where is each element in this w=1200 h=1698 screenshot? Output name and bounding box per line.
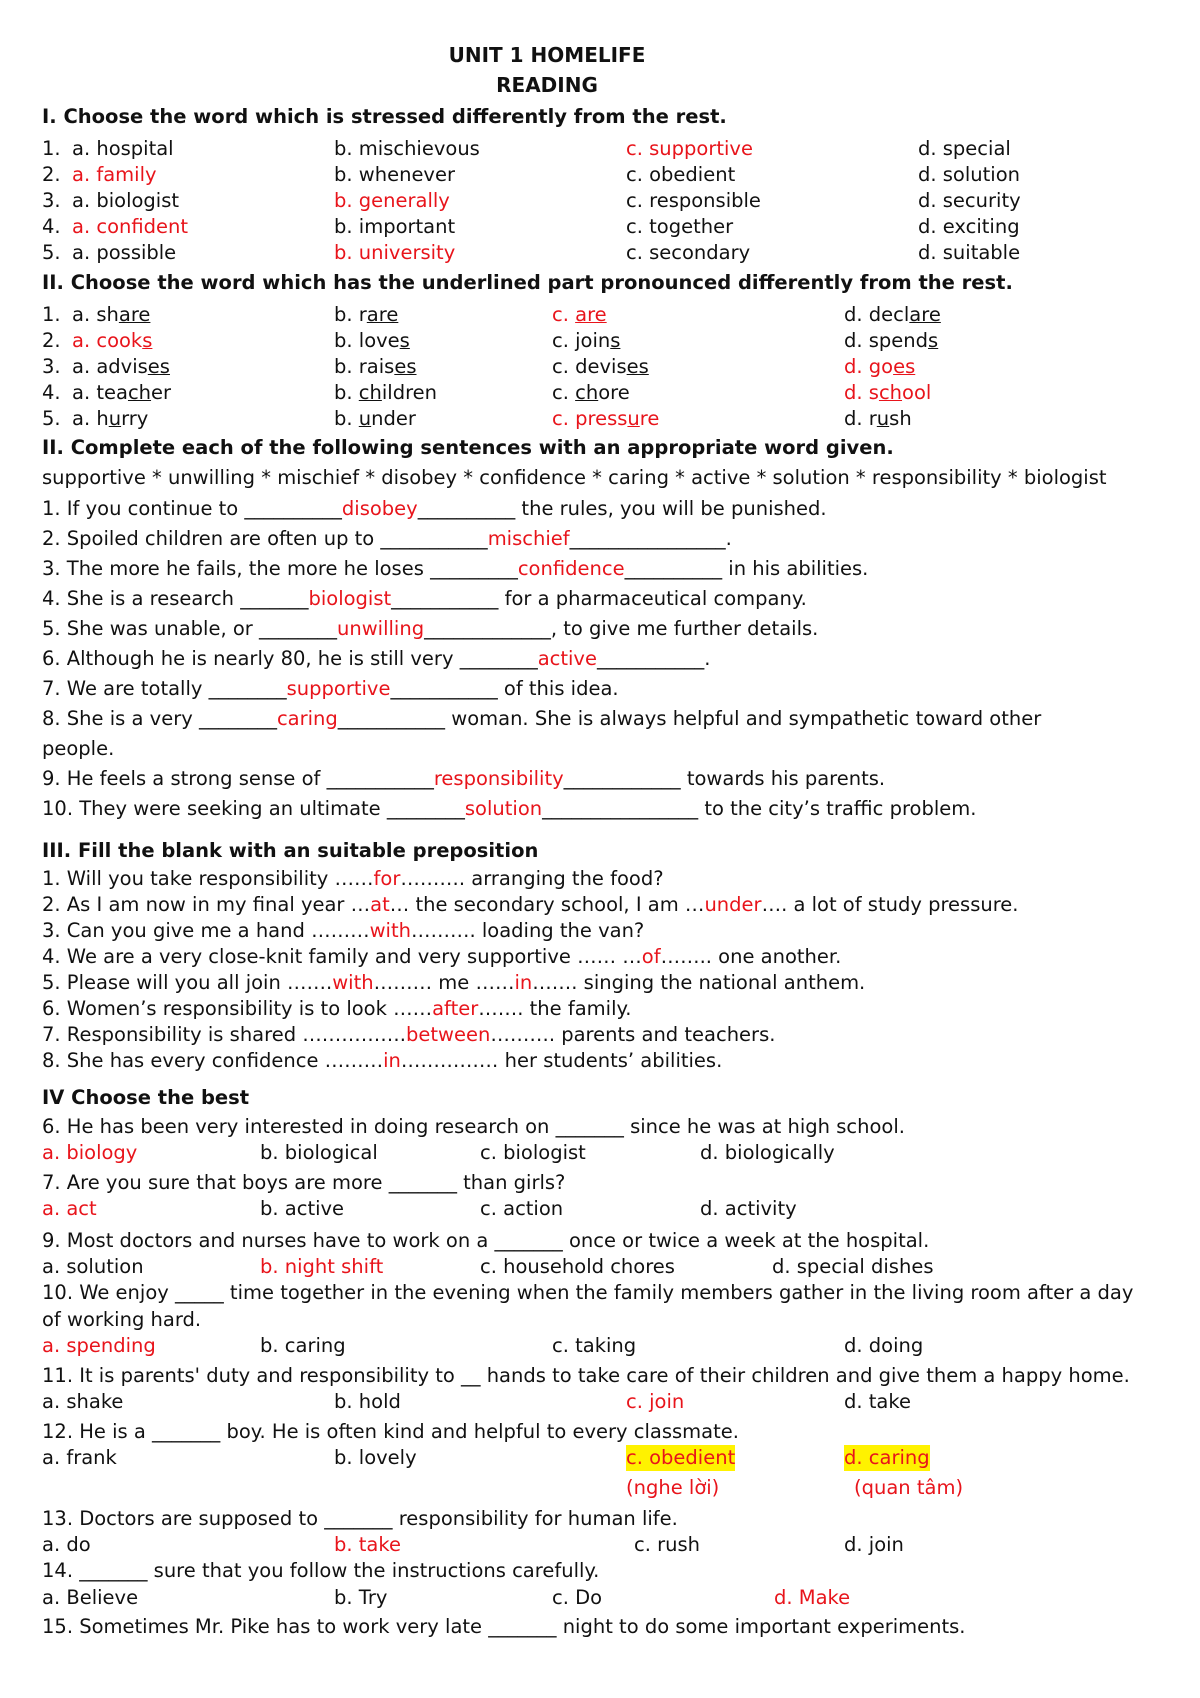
- word-start: b. love: [334, 329, 400, 352]
- answer: with: [369, 919, 411, 942]
- sentence: [42, 796, 976, 822]
- option-a[interactable]: a. family: [72, 163, 157, 186]
- sentence-text: 7. Responsibility is shared …………….: [42, 1023, 406, 1046]
- sentence-text: ……… me ……: [373, 971, 515, 994]
- option-b[interactable]: [334, 328, 410, 354]
- option-c[interactable]: c. action: [480, 1197, 564, 1220]
- underlined-part: s: [142, 329, 153, 352]
- option-a[interactable]: a. Believe: [42, 1586, 139, 1609]
- option-b[interactable]: b. important: [334, 215, 456, 238]
- option-d[interactable]: d. join: [844, 1533, 904, 1556]
- option-a[interactable]: [72, 354, 170, 380]
- option-a[interactable]: a. frank: [42, 1446, 117, 1469]
- sentence-text: …. a lot of study pressure.: [761, 893, 1019, 916]
- sentence-text: ……. the family.: [478, 997, 632, 1020]
- option-a[interactable]: a. hospital: [72, 137, 174, 160]
- option-d[interactable]: d. security: [918, 189, 1021, 212]
- option-c[interactable]: c. household chores: [480, 1255, 675, 1278]
- word-end: sh: [889, 407, 912, 430]
- answer: after: [432, 997, 479, 1020]
- underlined-part: es: [147, 355, 170, 378]
- sentence-text: ………. parents and teachers.: [490, 1023, 776, 1046]
- question-13: 13. Doctors are supposed to _______ responsibility for human life.: [42, 1507, 678, 1530]
- option-d[interactable]: d. doing: [844, 1334, 924, 1357]
- option-a[interactable]: [72, 380, 171, 406]
- item-number: 3.: [42, 355, 61, 378]
- sentence: [42, 646, 710, 672]
- word-start: b.: [334, 381, 359, 404]
- section-title: READING: [496, 73, 598, 97]
- option-a[interactable]: a. shake: [42, 1390, 124, 1413]
- sentence-text: … the secondary school, I am …: [389, 893, 705, 916]
- option-b[interactable]: [334, 354, 417, 380]
- option-c[interactable]: c. supportive: [626, 137, 753, 160]
- option-b[interactable]: [334, 380, 437, 406]
- option-b[interactable]: b. biological: [260, 1141, 378, 1164]
- option-a[interactable]: [72, 406, 148, 432]
- preposition-item: [42, 1022, 775, 1048]
- sentence-text: 6. Although he is nearly 80, he is still very ________: [42, 647, 538, 670]
- question-6: 6. He has been very interested in doing research on _______ since he was at high school.: [42, 1115, 905, 1138]
- sentence-text: 9. He feels a strong sense of ___________: [42, 767, 434, 790]
- option-d[interactable]: [844, 406, 912, 432]
- word-end: er: [151, 381, 172, 404]
- sentence: [42, 766, 885, 792]
- answer: mischief: [487, 527, 570, 550]
- underlined-part: s: [399, 329, 410, 352]
- underlined-part: are: [366, 303, 399, 326]
- preposition-item: [42, 866, 664, 892]
- underlined-part: are: [575, 303, 607, 326]
- option-d[interactable]: d. exciting: [918, 215, 1020, 238]
- sentence-text: …………… her students’ abilities.: [400, 1049, 723, 1072]
- underlined-part: u: [358, 407, 372, 430]
- option-d[interactable]: d. solution: [918, 163, 1020, 186]
- word-start: d. r: [844, 407, 877, 430]
- section-4-heading: III. Fill the blank with an suitable preposition: [42, 839, 539, 862]
- item-number: 4.: [42, 215, 61, 238]
- option-c[interactable]: c. together: [626, 215, 734, 238]
- word-end: ool: [902, 381, 932, 404]
- option-d[interactable]: d. activity: [700, 1197, 797, 1220]
- word-start: d. s: [844, 381, 879, 404]
- answer: with: [332, 971, 374, 994]
- sentence-text: _____________, to give me further details.: [424, 617, 819, 640]
- sentence-text: ……. singing the national anthem.: [532, 971, 866, 994]
- word-start: a. h: [72, 407, 109, 430]
- word-start: d. spend: [844, 329, 929, 352]
- sentence-text: 1. If you continue to __________: [42, 497, 342, 520]
- sentence: [42, 676, 619, 702]
- underlined-part: ch: [878, 381, 903, 404]
- sentence-text: ________________ to the city’s traffic problem.: [542, 797, 977, 820]
- answer: disobey: [341, 497, 418, 520]
- option-b[interactable]: [334, 406, 416, 432]
- underlined-part: ch: [358, 381, 382, 404]
- option-d[interactable]: d. caring: [844, 1446, 930, 1469]
- option-b[interactable]: b. university: [334, 241, 456, 264]
- word-start: d. decl: [844, 303, 910, 326]
- option-d[interactable]: [844, 354, 915, 380]
- option-d[interactable]: d. take: [844, 1390, 911, 1413]
- sentence-text: 4. She is a research _______: [42, 587, 309, 610]
- word-start: a. tea: [72, 381, 128, 404]
- word-end: rry: [121, 407, 149, 430]
- option-b[interactable]: b. active: [260, 1197, 345, 1220]
- item-number: 1.: [42, 137, 61, 160]
- word-start: a. advis: [72, 355, 148, 378]
- question-14: 14. _______ sure that you follow the instructions carefully.: [42, 1559, 600, 1582]
- sentence-text: ____________ towards his parents.: [563, 767, 886, 790]
- sentence: [42, 556, 868, 582]
- answer: caring: [276, 707, 338, 730]
- word-box: supportive * unwilling * mischief * disobey * confidence * caring * active * solution * responsibility * biologist: [42, 466, 1107, 489]
- underlined-part: are: [909, 303, 941, 326]
- sentence: [42, 496, 827, 522]
- option-b[interactable]: b. mischievous: [334, 137, 480, 160]
- question-11: 11. It is parents' duty and responsibility to __ hands to take care of their children and give them a happy home.: [42, 1364, 1130, 1387]
- word-start: c.: [552, 381, 576, 404]
- preposition-item: [42, 970, 865, 996]
- section-3-heading: II. Complete each of the following sentences with an appropriate word given.: [42, 436, 894, 459]
- question-15: 15. Sometimes Mr. Pike has to work very late _______ night to do some important experiments.: [42, 1615, 966, 1638]
- section-1-heading: I. Choose the word which is stressed differently from the rest.: [42, 105, 727, 128]
- word-start: b.: [334, 407, 359, 430]
- option-a[interactable]: a. act: [42, 1197, 97, 1220]
- answer: active: [537, 647, 597, 670]
- sentence-text: 4. We are a very close-knit family and very supportive …… …: [42, 945, 642, 968]
- option-d[interactable]: d. suitable: [918, 241, 1021, 264]
- option-b[interactable]: [334, 302, 398, 328]
- option-c[interactable]: [552, 328, 620, 354]
- preposition-item: [42, 892, 1019, 918]
- sentence-text: 2. As I am now in my final year …: [42, 893, 371, 916]
- option-a[interactable]: [72, 302, 150, 328]
- underlined-part: u: [876, 407, 890, 430]
- sentence-text: 7. We are totally ________: [42, 677, 287, 700]
- option-c[interactable]: [552, 380, 630, 406]
- option-d[interactable]: d. Make: [774, 1586, 851, 1609]
- item-number: 5.: [42, 407, 61, 430]
- sentence-text: 3. The more he fails, the more he loses _________: [42, 557, 518, 580]
- sentence-text: ___________ for a pharmaceutical company.: [391, 587, 807, 610]
- answer: of: [641, 945, 661, 968]
- item-number: 4.: [42, 381, 61, 404]
- sentence-text: ___________ of this idea.: [390, 677, 619, 700]
- option-c[interactable]: [552, 302, 607, 328]
- sentence-text: __________ in his abilities.: [624, 557, 869, 580]
- sentence-text: 6. Women’s responsibility is to look ……: [42, 997, 433, 1020]
- underlined-part: ch: [575, 381, 599, 404]
- sentence-text: 8. She is a very ________: [42, 707, 277, 730]
- answer: between: [406, 1023, 491, 1046]
- item-number: 2.: [42, 163, 61, 186]
- word-start: c. join: [552, 329, 611, 352]
- option-a[interactable]: a. spending: [42, 1334, 156, 1357]
- sentence-text: …….. one another.: [660, 945, 842, 968]
- question-9: 9. Most doctors and nurses have to work on a _______ once or twice a week at the hospital.: [42, 1229, 930, 1252]
- word-end: nder: [371, 407, 416, 430]
- answer: in: [514, 971, 533, 994]
- answer: confidence: [517, 557, 625, 580]
- sentence-text: ………. loading the van?: [410, 919, 645, 942]
- sentence: [42, 616, 818, 642]
- word-start: c. devis: [552, 355, 627, 378]
- word-start: c.: [552, 303, 576, 326]
- option-c[interactable]: c. rush: [634, 1533, 701, 1556]
- answer: unwilling: [337, 617, 425, 640]
- option-b[interactable]: b. lovely: [334, 1446, 417, 1469]
- note-obedient: (nghe lời): [626, 1476, 720, 1499]
- option-a[interactable]: a. biology: [42, 1141, 138, 1164]
- sentence-text: 8. She has every confidence ………: [42, 1049, 384, 1072]
- item-number: 3.: [42, 189, 61, 212]
- option-c[interactable]: [552, 406, 659, 432]
- sentence-text: 2. Spoiled children are often up to ___________: [42, 527, 488, 550]
- section-2-heading: II. Choose the word which has the underlined part pronounced differently from the rest.: [42, 271, 1013, 294]
- word-start: d. go: [844, 355, 894, 378]
- option-d[interactable]: [844, 380, 931, 406]
- underlined-part: es: [626, 355, 649, 378]
- preposition-item: [42, 996, 631, 1022]
- preposition-item: [42, 1048, 722, 1074]
- underlined-part: u: [108, 407, 122, 430]
- option-a[interactable]: [72, 328, 152, 354]
- option-d[interactable]: [844, 302, 941, 328]
- option-b[interactable]: b. generally: [334, 189, 450, 212]
- underlined-part: are: [118, 303, 151, 326]
- underlined-part: s: [928, 329, 939, 352]
- preposition-item: [42, 918, 644, 944]
- option-a[interactable]: a. possible: [72, 241, 177, 264]
- sentence-text: 3. Can you give me a hand ………: [42, 919, 370, 942]
- sentence-text: ___________ woman. She is always helpful and sympathetic toward other: [337, 707, 1042, 730]
- sentence: [42, 586, 807, 612]
- question-10-line-1: 10. We enjoy _____ time together in the evening when the family members gather in the living room after a day: [42, 1281, 1134, 1304]
- item-number: 1.: [42, 303, 61, 326]
- note-caring: (quan tâm): [854, 1476, 964, 1499]
- option-c[interactable]: c. responsible: [626, 189, 761, 212]
- answer: supportive: [286, 677, 391, 700]
- unit-title: UNIT 1 HOMELIFE: [448, 43, 646, 67]
- sentence: [42, 736, 114, 762]
- word-start: b. rais: [334, 355, 395, 378]
- preposition-item: [42, 944, 841, 970]
- option-c[interactable]: c. biologist: [480, 1141, 586, 1164]
- option-d[interactable]: [844, 328, 938, 354]
- word-start: a. sh: [72, 303, 119, 326]
- option-b[interactable]: b. take: [334, 1533, 401, 1556]
- answer: biologist: [308, 587, 392, 610]
- sentence-text: ________________.: [569, 527, 732, 550]
- sentence-text: 5. Please will you all join …….: [42, 971, 333, 994]
- option-a[interactable]: a. solution: [42, 1255, 144, 1278]
- word-start: c. press: [552, 407, 628, 430]
- sentence-text: people.: [42, 737, 115, 760]
- word-end: ildren: [381, 381, 438, 404]
- underlined-part: u: [627, 407, 640, 430]
- option-c[interactable]: c. obedient: [626, 163, 736, 186]
- sentence-text: ………. arranging the food?: [400, 867, 664, 890]
- question-12: 12. He is a _______ boy. He is often kind and helpful to every classmate.: [42, 1420, 739, 1443]
- answer: at: [370, 893, 390, 916]
- sentence: [42, 526, 732, 552]
- question-7: 7. Are you sure that boys are more _______ than girls?: [42, 1171, 566, 1194]
- word-end: re: [639, 407, 660, 430]
- sentence-text: 5. She was unable, or ________: [42, 617, 337, 640]
- option-c[interactable]: c. secondary: [626, 241, 751, 264]
- option-b[interactable]: b. Try: [334, 1586, 388, 1609]
- option-b[interactable]: b. hold: [334, 1390, 401, 1413]
- word-end: ore: [598, 381, 630, 404]
- option-c[interactable]: c. Do: [552, 1586, 603, 1609]
- option-c[interactable]: c. taking: [552, 1334, 637, 1357]
- option-c[interactable]: [552, 354, 649, 380]
- answer: for: [373, 867, 401, 890]
- sentence-text: __________ the rules, you will be punished.: [417, 497, 827, 520]
- answer: responsibility: [433, 767, 564, 790]
- option-a[interactable]: a. confident: [72, 215, 189, 238]
- question-10-line-2: of working hard.: [42, 1308, 202, 1331]
- underlined-part: s: [610, 329, 621, 352]
- answer: under: [704, 893, 762, 916]
- option-d[interactable]: d. special: [918, 137, 1011, 160]
- option-d[interactable]: d. special dishes: [772, 1255, 934, 1278]
- option-c[interactable]: c. obedient: [626, 1446, 736, 1469]
- section-5-heading: IV Choose the best: [42, 1086, 250, 1109]
- sentence: [42, 706, 1041, 732]
- option-b[interactable]: b. whenever: [334, 163, 455, 186]
- option-b[interactable]: b. night shift: [260, 1255, 384, 1278]
- answer: solution: [464, 797, 543, 820]
- answer: in: [383, 1049, 401, 1072]
- word-start: b. r: [334, 303, 367, 326]
- sentence-text: 10. They were seeking an ultimate ________: [42, 797, 465, 820]
- option-d[interactable]: d. biologically: [700, 1141, 835, 1164]
- option-b[interactable]: b. caring: [260, 1334, 346, 1357]
- item-number: 5.: [42, 241, 61, 264]
- word-start: a. cook: [72, 329, 143, 352]
- sentence-text: ___________.: [596, 647, 711, 670]
- option-c[interactable]: c. join: [626, 1390, 685, 1413]
- underlined-part: es: [394, 355, 417, 378]
- sentence-text: 1. Will you take responsibility ……: [42, 867, 374, 890]
- underlined-part: ch: [127, 381, 152, 404]
- underlined-part: es: [893, 355, 916, 378]
- option-a[interactable]: a. biologist: [72, 189, 180, 212]
- item-number: 2.: [42, 329, 61, 352]
- option-a[interactable]: a. do: [42, 1533, 91, 1556]
